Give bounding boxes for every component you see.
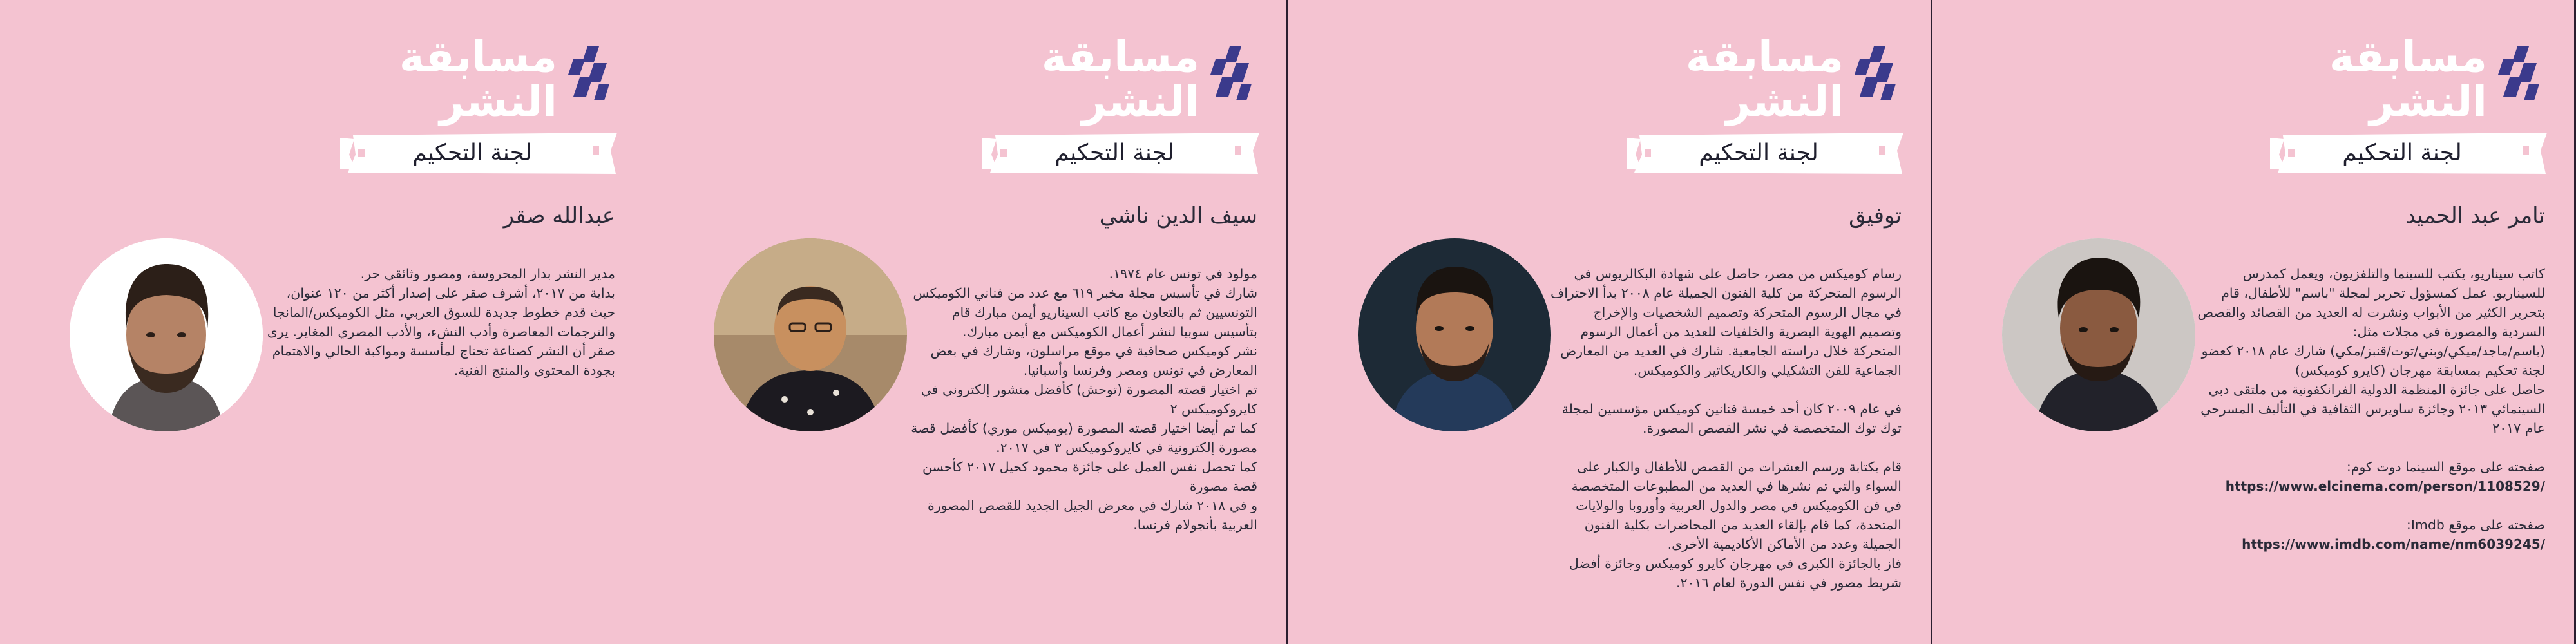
portrait-photo-icon <box>714 238 907 431</box>
bio-paragraph: فاز بالجائزة الكبرى في مهرجان كايرو كوميكس وجائزة أفضل شريط مصور في نفس الدورة لعام ٢٠١٦. <box>1569 556 1902 591</box>
competition-title-line2: النشر <box>439 77 557 126</box>
jury-banner-label: لجنة التحكيم <box>2342 140 2462 166</box>
judge-avatar <box>2002 238 2195 431</box>
bio-paragraph: شارك في تأسيس مجلة مخبر ٦١٩ مع عدد من فناني الكوميكس التونسيين ثم بالتعاون مع كاتب السيناريو أيمن مبارك قام بتأسيس سوبيا لنشر أعمال الكوميكس مع أيمن مبارك. <box>913 285 1257 339</box>
bio-paragraph: قام بكتابة ورسم العشرات من القصص للأطفال والكبار على السواء والتي تم نشرها في العديد من المطبوعات المتخصصة في فن الكوميكس في مصر والدول العربية وأوروبا والولايات المتحدة، كما قام بإلقاء العديد من المحاضرات بكلية الفنون الجميلة وعدد من الأماكن الأكاديمية الأخرى. <box>1571 459 1902 552</box>
competition-logo-icon <box>1210 46 1253 103</box>
imdb-caption: صفحته على موقع Imdb: <box>2406 517 2545 533</box>
competition-title-line2: النشر <box>2369 77 2487 126</box>
judge-avatar <box>714 238 907 431</box>
jury-banner <box>340 131 617 175</box>
judge-name: عبدالله صقر <box>503 203 615 229</box>
judge-panel-4 <box>1932 0 2576 644</box>
elcinema-link[interactable]: https://www.elcinema.com/person/1108529/ <box>2225 478 2545 494</box>
bio-paragraph: بداية من ٢٠١٧، أشرف صقر على إصدار أكثر من ١٢٠ عنوان، حيث قدم خطوط جديدة للسوق العربي، مثل الكوميكس/المانجا والترجمات المعاصرة وأدب النشء، والأدب المصري المغاير. يرى صقر أن النشر كصناعة تحتاج لمأسسة ومواكبة الحالي والاهتمام بجودة المحتوى والمنتج الفنية. <box>267 285 615 378</box>
jury-banner <box>1627 131 1903 175</box>
bio-spacer <box>2194 438 2545 457</box>
bio-paragraph: و في ٢٠١٨ شارك في معرض الجيل الجديد للقصص المصورة العربية بأنجولام فرنسا. <box>928 498 1257 533</box>
judge-name: تامر عبد الحميد <box>2405 203 2545 229</box>
competition-title-line1: مسابقة <box>2329 32 2487 82</box>
portrait-photo-icon <box>70 238 263 431</box>
judge-bio <box>2194 264 2545 554</box>
competition-title-line2: النشر <box>1726 77 1844 126</box>
imdb-link[interactable]: https://www.imdb.com/name/nm6039245/ <box>2242 536 2545 552</box>
elcinema-caption: صفحته على موقع السينما دوت كوم: <box>2346 459 2545 475</box>
bio-spacer <box>1550 380 1902 399</box>
bio-paragraph: مدير النشر بدار المحروسة، ومصور وثائقي حر. <box>360 266 615 281</box>
jury-banner-label: لجنة التحكيم <box>1699 140 1818 166</box>
jury-banner <box>2270 131 2547 175</box>
bio-spacer <box>2194 496 2545 515</box>
competition-title-line1: مسابقة <box>1685 32 1844 82</box>
bio-spacer <box>1550 438 1902 457</box>
competition-logo-icon <box>1855 46 1897 103</box>
judge-bio <box>906 264 1257 535</box>
bio-paragraph: مولود في تونس عام ١٩٧٤. <box>1109 266 1257 281</box>
bio-paragraph: (باسم/ماجد/ميكي/وبني/توت/قنبز/مكي) شارك عام ٢٠١٨ كعضو لجنة تحكيم بمسابقة مهرجان (كايرو كوميكس) <box>2201 343 2545 378</box>
bio-paragraph: نشر كوميكس صحافية في موقع مراسلون، وشارك في بعض المعارض في تونس ومصر وفرنسا وأسبانيا. <box>930 343 1257 378</box>
competition-title-line1: مسابقة <box>399 32 557 82</box>
judge-panel-3 <box>1288 0 1932 644</box>
portrait-photo-icon <box>1358 238 1551 431</box>
bio-paragraph: كما تم أيضا اختيار قصته المصورة (يوميكس موري) كأفضل قصة مصورة إلكترونية في كايروكوميكس ٣ في ٢٠١٧. <box>911 421 1257 455</box>
competition-title-line2: النشر <box>1082 77 1199 126</box>
judge-name: توفيق <box>1849 203 1902 229</box>
bio-paragraph: في عام ٢٠٠٩ كان أحد خمسة فنانين كوميكس مؤسسين لمجلة توك توك المتخصصة في نشر القصص المصورة. <box>1561 401 1902 436</box>
jury-banner-label: لجنة التحكيم <box>412 140 532 166</box>
bio-paragraph: تم اختيار قصته المصورة (توحش) كأفضل منشور إلكتروني في كايروكوميكس ٢ <box>921 382 1257 417</box>
portrait-photo-icon <box>2002 238 2195 431</box>
competition-logo-icon <box>2498 46 2541 103</box>
jury-banner-label: لجنة التحكيم <box>1054 140 1174 166</box>
competition-logo-icon <box>568 46 611 103</box>
bio-paragraph: حاصل على جائزة المنظمة الدولية الفرانكفونية من ملتقى دبي السينمائي ٢٠١٣ وجائزة ساويرس الثقافية في التأليف المسرحي عام ٢٠١٧ <box>2200 382 2545 436</box>
competition-title-line1: مسابقة <box>1041 32 1199 82</box>
bio-paragraph: كما تحصل نفس العمل على جائزة محمود كحيل ٢٠١٧ كأحسن قصة مصورة <box>922 459 1257 494</box>
judge-avatar <box>70 238 263 431</box>
judge-name: سيف الدين ناشي <box>1099 203 1257 229</box>
bio-paragraph: رسام كوميكس من مصر، حاصل على شهادة البكالريوس في الرسوم المتحركة من كلية الفنون الجميلة عام ٢٠٠٨ بدأ الاحتراف في مجال الرسوم المتحركة وتصميم الشخصيات والإخراج وتصميم الهوية البصرية والخلفيات للعديد من أعمال الرسوم المتحركة خلال دراسته الجامعية. شارك في العديد من المعارض الجماعية للفن التشكيلي والكاريكاتير والكوميكس. <box>1550 266 1902 378</box>
judge-avatar <box>1358 238 1551 431</box>
judge-bio <box>1550 264 1902 592</box>
judge-panel-2 <box>644 0 1288 644</box>
judge-panel-1 <box>0 0 644 644</box>
jury-banner <box>982 131 1259 175</box>
judge-bio <box>264 264 615 380</box>
bio-paragraph: كاتب سيناريو، يكتب للسينما والتلفزيون، ويعمل كمدرس للسيناريو. عمل كمسؤول تحرير لمجلة "باسم" للأطفال، قام بتحرير الكثير من الأبواب ونشرت له العديد من القصائد والقصص السردية والمصورة في مجلات مثل: <box>2197 266 2545 339</box>
